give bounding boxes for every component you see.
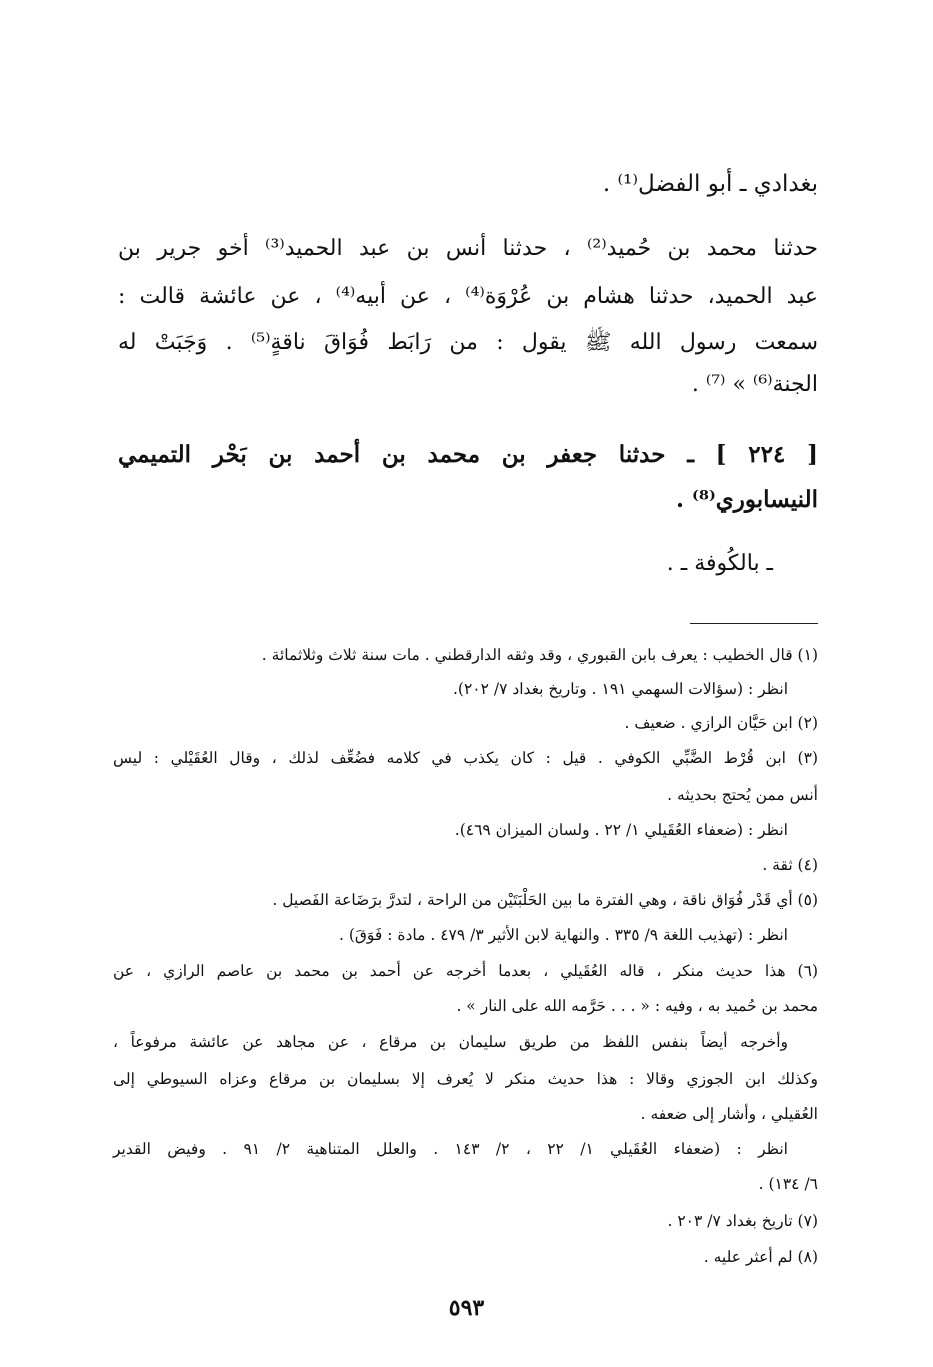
footnote-6-ref-cont: ٦/ ١٣٤) . (758, 1175, 818, 1193)
kufa-line: ـ بالكُوفة ـ . (666, 551, 773, 576)
footnote-4: (٤) ثقة . (762, 856, 818, 874)
page-number: ٥٩٣ (448, 1295, 485, 1321)
footnote-6-ref: انظر : (ضعفاء العُقَيلي ١/ ٢٢ ، ٢/ ١٤٣ . والعلل المتناهية ٢/ ٩١ . وفيض القدير (113, 1140, 788, 1158)
entry-heading-line-2: النيسابوري⁽⁸⁾ . (675, 486, 818, 513)
footnote-6-cont: محمد بن حُميد به ، وفيه : « . . . حَرَّمه الله على النار » . (456, 997, 818, 1015)
footnote-3-cont: أنس ممن يُحتج بحديثه . (667, 786, 818, 804)
footnote-6: (٦) هذا حديث منكر ، قاله العُقَيلي ، بعدما أخرجه عن أحمد بن محمد بن عاصم الرازي ، عن (113, 962, 818, 980)
hadith-line-1: حدثنا محمد بن حُميد⁽²⁾ ، حدثنا أنس بن عبد الحميد⁽³⁾ أخو جرير بن (118, 236, 818, 261)
hadith-line-3: سمعت رسول الله ﷺ يقول : من رَابَط فُوَاقَ ناقةٍ⁽⁵⁾ . وَجَبَتْ له (118, 330, 818, 355)
footnote-8: (٨) لم أعثر عليه . (703, 1248, 818, 1266)
footnote-5-ref: انظر : (تهذيب اللغة ٩/ ٣٣٥ . والنهاية لابن الأثير ٣/ ٤٧٩ . مادة : فَوَقَ) . (338, 926, 788, 944)
footnote-3-ref: انظر : (ضعفاء العُقَيلي ١/ ٢٢ . ولسان الميزان ٤٦٩). (454, 821, 788, 839)
footnote-3: (٣) ابن قُرْط الضَّبِّي الكوفي . قيل : كان يكذب في كلامه فضُعِّف لذلك ، وقال العُقَيْلي : ليس (113, 749, 818, 767)
hadith-line-2: عبد الحميد، حدثنا هشام بن عُرْوَة⁽⁴⁾ ، عن أبيه⁽⁴⁾ ، عن عائشة قالت : (118, 284, 818, 309)
footnote-6-para2-end: العُقيلي ، وأشار إلى ضعفه . (640, 1105, 818, 1123)
footnote-1-ref: انظر : (سؤالات السهمي ١٩١ . وتاريخ بغداد ٧/ ٢٠٢). (452, 680, 788, 698)
footnote-5: (٥) أي قَدْر فُوَاق ناقة ، وهي الفترة ما بين الحَلْبَتَيْن من الراحة ، لتدرَّ برَضَاعة الفَصيل . (272, 891, 818, 909)
line-baghdadi: بغدادي ـ أبو الفضل⁽¹⁾ . (602, 171, 818, 197)
hadith-line-4: الجنة⁽⁶⁾ » ⁽⁷⁾ . (691, 372, 818, 397)
entry-heading-line-1: [ ٢٢٤ ] ـ حدثنا جعفر بن محمد بن أحمد بن بَحْر التميمي (118, 441, 818, 468)
footnote-separator (690, 623, 818, 624)
footnote-2: (٢) ابن حَيَّان الرازي . ضعيف . (624, 714, 818, 732)
footnote-6-para2: وأخرجه أيضاً بنفس اللفظ من طريق سليمان بن مرقاع ، عن مجاهد عن عائشة مرفوعاً ، (113, 1033, 788, 1051)
footnote-1: (١) قال الخطيب : يعرف بابن القبوري ، وقد وثقه الدارقطني . مات سنة ثلاث وثلاثمائة . (261, 646, 818, 664)
footnote-7: (٧) تاريخ بغداد ٧/ ٢٠٣ . (667, 1212, 818, 1230)
footnote-6-para2-cont: وكذلك ابن الجوزي وقالا : هذا حديث منكر لا يُعرف إلا بسليمان بن مرقاع وعزاه السيوطي إلى (113, 1070, 818, 1088)
